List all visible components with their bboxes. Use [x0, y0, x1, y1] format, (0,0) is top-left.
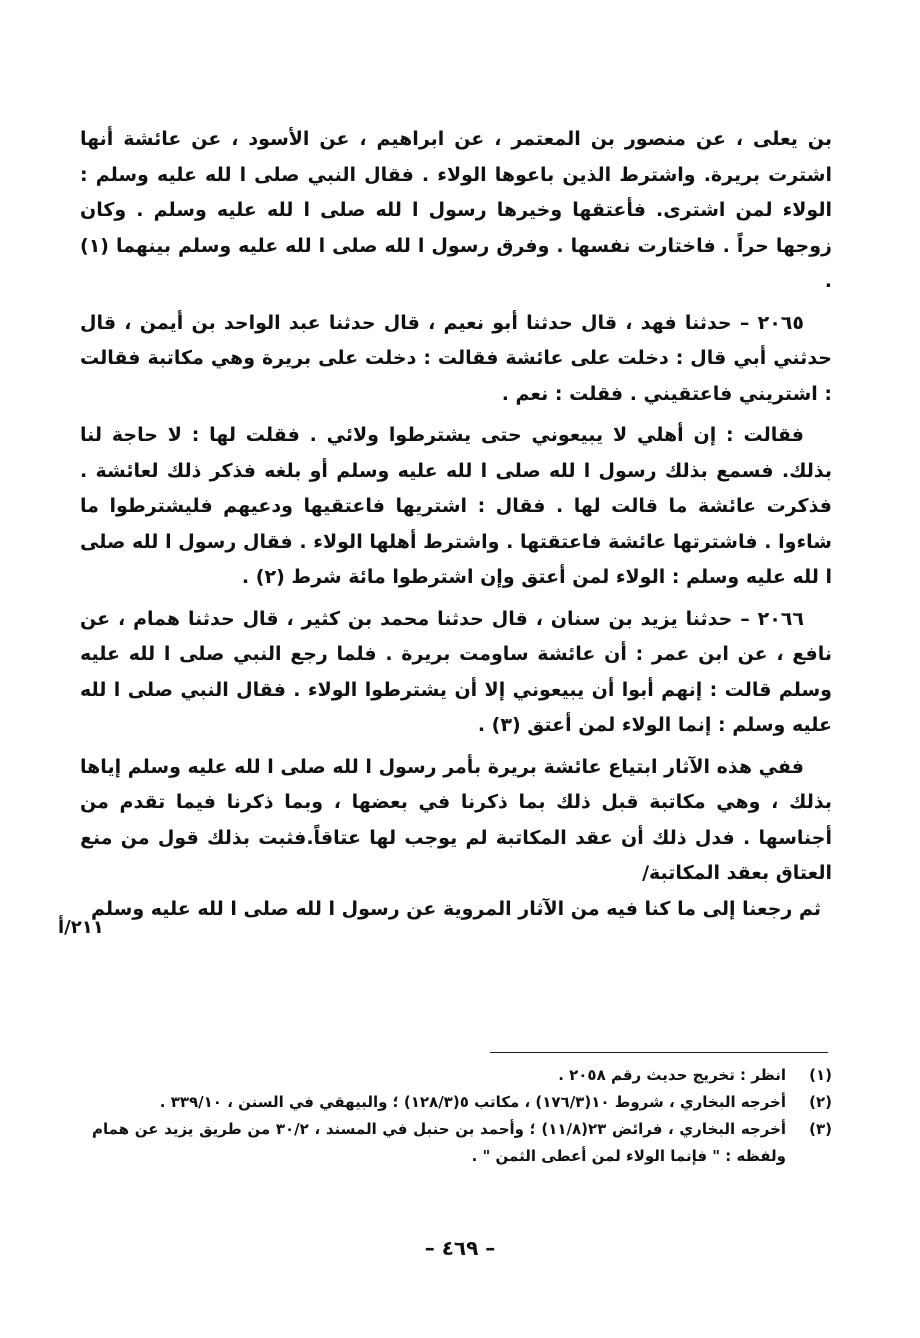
manuscript-folio-note: ٢١١/أ: [58, 917, 104, 938]
footnote-text: أخرجه البخاري ، فرائض ٢٣(١١/٨) ؛ وأحمد بن حنبل في المسند ، ٣٠/٢ من طريق يزيد عن همام ولفظه : " فإنما الولاء لمن أعطى الثمن " .: [92, 1120, 787, 1165]
footnote-number: (٣): [809, 1120, 832, 1138]
paragraph-5: ففي هذه الآثار ابتياع عائشة بريرة بأمر رسول ا لله صلى ا لله عليه وسلم إياها بذلك ، وهي مكاتبة قبل ذلك بما ذكرنا في بعضها ، وبما ذكرنا فيما تقدم من أجناسها . فدل ذلك أن عقد المكاتبة لم يوجب لها عتاقاً.فثبت بذلك قول من منع العتاق بعقد المكاتبة/: [80, 755, 832, 884]
footnote-text: انظر : تخريج حديث رقم ٢٠٥٨ .: [558, 1066, 786, 1084]
footnote-3: [92, 1116, 832, 1170]
footnote-number: (٢): [809, 1093, 832, 1111]
footnote-2: [92, 1089, 832, 1116]
main-text: [80, 122, 832, 927]
paragraph-hadith-2066: ٢٠٦٦ – حدثنا يزيد بن سنان ، قال حدثنا محمد بن كثير ، قال حدثنا همام ، عن نافع ، عن ابن عمر : أن عائشة ساومت بريرة . فلما رجع النبي صلى ا لله عليه وسلم قالت : إنهم أبوا أن يبيعوني إلا أن يشترطوا الولاء . فقال النبي صلى ا لله عليه وسلم : إنما الولاء لمن أعتق (٣) .: [80, 607, 832, 736]
page-number: – ٤٦٩ –: [424, 1236, 496, 1260]
paragraph-6: ثم رجعنا إلى ما كنا فيه من الآثار المروية عن رسول ا لله صلى ا لله عليه وسلم: [90, 897, 821, 920]
footnote-number: (١): [809, 1066, 832, 1084]
footnote-divider: [490, 1052, 828, 1053]
footnotes: [92, 1062, 832, 1170]
paragraph-1: بن يعلى ، عن منصور بن المعتمر ، عن ابراهيم ، عن الأسود ، عن عائشة أنها اشترت بريرة. واشترط الذين باعوها الولاء . فقال النبي صلى ا لله عليه وسلم : الولاء لمن اشترى. فأعتقها وخيرها رسول ا لله صلى ا لله عليه وسلم . وكان زوجها حراً . فاختارت نفسها . وفرق رسول ا لله صلى ا لله عليه وسلم بينهما (١) .: [80, 128, 832, 292]
paragraph-hadith-2065: ٢٠٦٥ – حدثنا فهد ، قال حدثنا أبو نعيم ، قال حدثنا عبد الواحد بن أيمن ، قال حدثني أبي قال : دخلت على عائشة فقالت : دخلت على بريرة وهي مكاتبة فقالت : اشتريني فاعتقيني . فقلت : نعم .: [80, 311, 832, 405]
footnote-text: أخرجه البخاري ، شروط ١٠(١٧٦/٣) ، مكاتب ٥(١٢٨/٣) ؛ والبيهقي في السنن ، ٣٣٩/١٠ .: [159, 1093, 786, 1111]
footnote-1: [92, 1062, 832, 1089]
paragraph-3: فقالت : إن أهلي لا يبيعوني حتى يشترطوا ولائي . فقلت لها : لا حاجة لنا بذلك. فسمع بذلك رسول ا لله صلى ا لله عليه وسلم أو بلغه فذكر ذلك لعائشة . فذكرت عائشة ما قالت لها . فقال : اشتريها فاعتقيها ودعيهم فليشترطوا ما شاءوا . فاشترتها عائشة فاعتقتها . واشترط أهلها الولاء . فقال رسول ا لله صلى ا لله عليه وسلم : الولاء لمن أعتق وإن اشترطوا مائة شرط (٢) .: [80, 424, 832, 588]
